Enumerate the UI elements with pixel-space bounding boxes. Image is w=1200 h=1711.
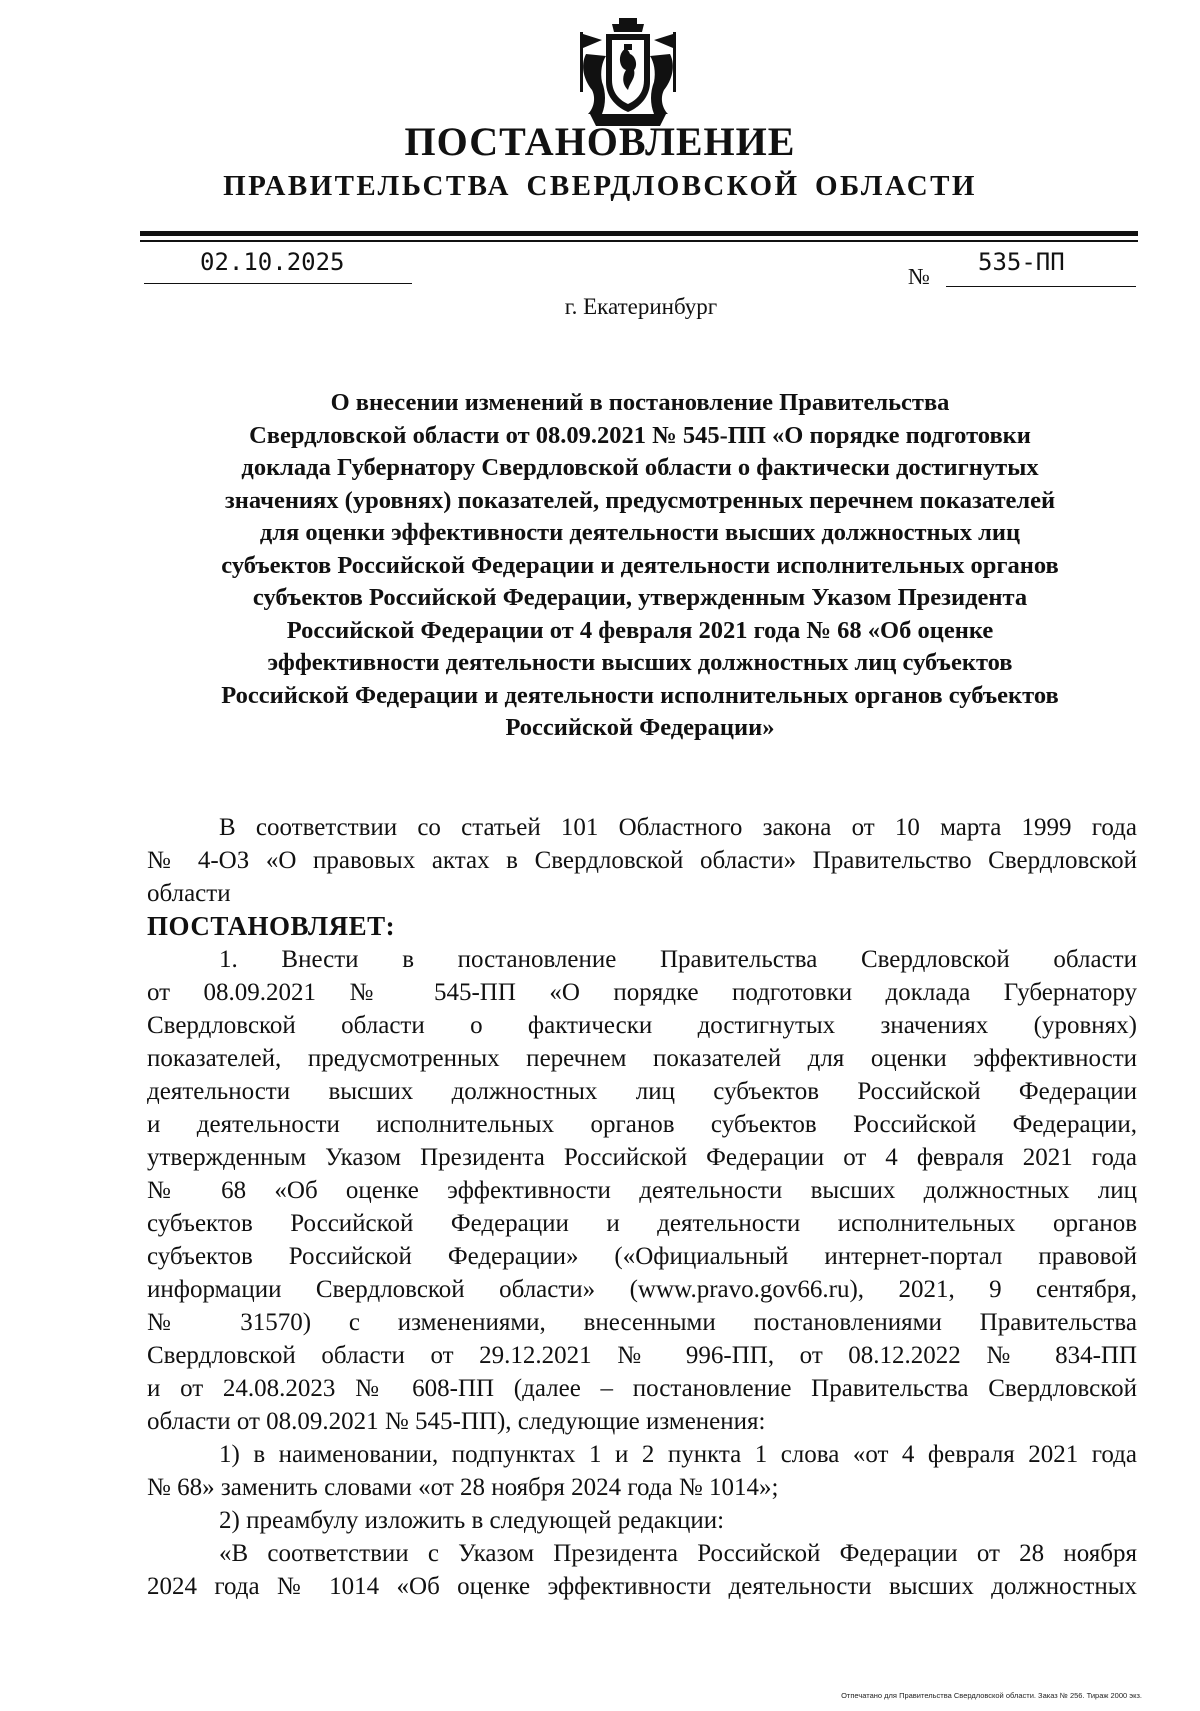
date-underline	[144, 283, 412, 284]
document-city: г. Екатеринбург	[564, 294, 718, 319]
heading-line: Российской Федерации»	[505, 714, 775, 741]
number-underline	[946, 286, 1136, 287]
body-line: области	[147, 880, 231, 907]
heading-line: субъектов Российской Федерации, утвержденным Указом Президента	[252, 584, 1028, 611]
body-line: показателей, предусмотренных перечнем показателей для оценки эффективности	[147, 1045, 1137, 1072]
body-line: и деятельности исполнительных органов субъектов Российской Федерации,	[147, 1111, 1137, 1138]
heading-line: О внесении изменений в постановление Правительства	[330, 389, 950, 416]
body-line: № 4-ОЗ «О правовых актах в Свердловской области» Правительство Свердловской	[147, 847, 1137, 874]
header-divider-thick	[140, 231, 1138, 236]
body-line: «В соответствии с Указом Президента Российской Федерации от 28 ноября	[219, 1540, 1137, 1567]
body-line: информации Свердловской области» (www.pravo.gov66.ru), 2021, 9 сентября,	[147, 1276, 1137, 1303]
body-line: Свердловской области о фактически достигнутых значениях (уровнях)	[147, 1012, 1137, 1039]
body-line: № 31570) с изменениями, внесенными постановлениями Правительства	[147, 1309, 1137, 1336]
body-line: № 68» заменить словами «от 28 ноября 2024 года № 1014»;	[147, 1474, 779, 1501]
document-subtitle: ПРАВИТЕЛЬСТВА СВЕРДЛОВСКОЙ ОБЛАСТИ	[223, 170, 977, 202]
body-line: субъектов Российской Федерации» («Официальный интернет-портал правовой	[147, 1243, 1137, 1270]
body-line: 1. Внести в постановление Правительства Свердловской области	[219, 946, 1137, 973]
body-line: 2024 года № 1014 «Об оценке эффективности деятельности высших должностных	[147, 1573, 1137, 1600]
document-number: 535-ПП	[978, 248, 1065, 276]
body-line: В соответствии со статьей 101 Областного закона от 10 марта 1999 года	[219, 814, 1137, 841]
print-note: Отпечатано для Правительства Свердловской области. Заказ № 256. Тираж 2000 экз.	[841, 1691, 1142, 1700]
heading-line: для оценки эффективности деятельности высших должностных лиц	[259, 519, 1021, 546]
body-line: и от 24.08.2023 № 608-ПП (далее – постановление Правительства Свердловской	[147, 1375, 1137, 1402]
heading-line: Российской Федерации от 4 февраля 2021 года № 68 «Об оценке	[286, 616, 994, 644]
document-title: ПОСТАНОВЛЕНИЕ	[404, 119, 796, 164]
body-line: субъектов Российской Федерации и деятельности исполнительных органов	[147, 1210, 1137, 1237]
body-line: от 08.09.2021 № 545-ПП «О порядке подготовки доклада Губернатору	[147, 979, 1137, 1006]
document-body	[147, 811, 1137, 1603]
body-line: области от 08.09.2021 № 545-ПП), следующие изменения:	[147, 1408, 766, 1435]
body-line: № 68 «Об оценке эффективности деятельности высших должностных лиц	[147, 1177, 1137, 1204]
body-line: Свердловской области от 29.12.2021 № 996-ПП, от 08.12.2022 № 834-ПП	[147, 1342, 1137, 1369]
coat-of-arms-icon	[572, 18, 684, 130]
body-line: утвержденным Указом Президента Российской Федерации от 4 февраля 2021 года	[147, 1144, 1137, 1171]
resolves-heading: ПОСТАНОВЛЯЕТ:	[147, 911, 396, 941]
body-line: 2) преамбулу изложить в следующей редакции:	[219, 1507, 725, 1534]
body-line: 1) в наименовании, подпунктах 1 и 2 пункта 1 слова «от 4 февраля 2021 года	[219, 1441, 1137, 1468]
document-date: 02.10.2025	[200, 248, 345, 276]
document-heading	[150, 387, 1130, 745]
heading-line: Свердловской области от 08.09.2021 № 545-ПП «О порядке подготовки	[249, 421, 1031, 449]
body-line: деятельности высших должностных лиц субъектов Российской Федерации	[147, 1078, 1137, 1105]
heading-line: эффективности деятельности высших должностных лиц субъектов	[267, 649, 1013, 676]
heading-line: Российской Федерации и деятельности исполнительных органов субъектов	[221, 681, 1059, 709]
heading-line: значениях (уровнях) показателей, предусмотренных перечнем показателей	[224, 486, 1056, 514]
header-divider-thin	[140, 240, 1138, 242]
number-sign: №	[908, 264, 930, 289]
heading-line: доклада Губернатору Свердловской области о фактически достигнутых	[241, 454, 1039, 481]
heading-line: субъектов Российской Федерации и деятельности исполнительных органов	[221, 551, 1059, 579]
